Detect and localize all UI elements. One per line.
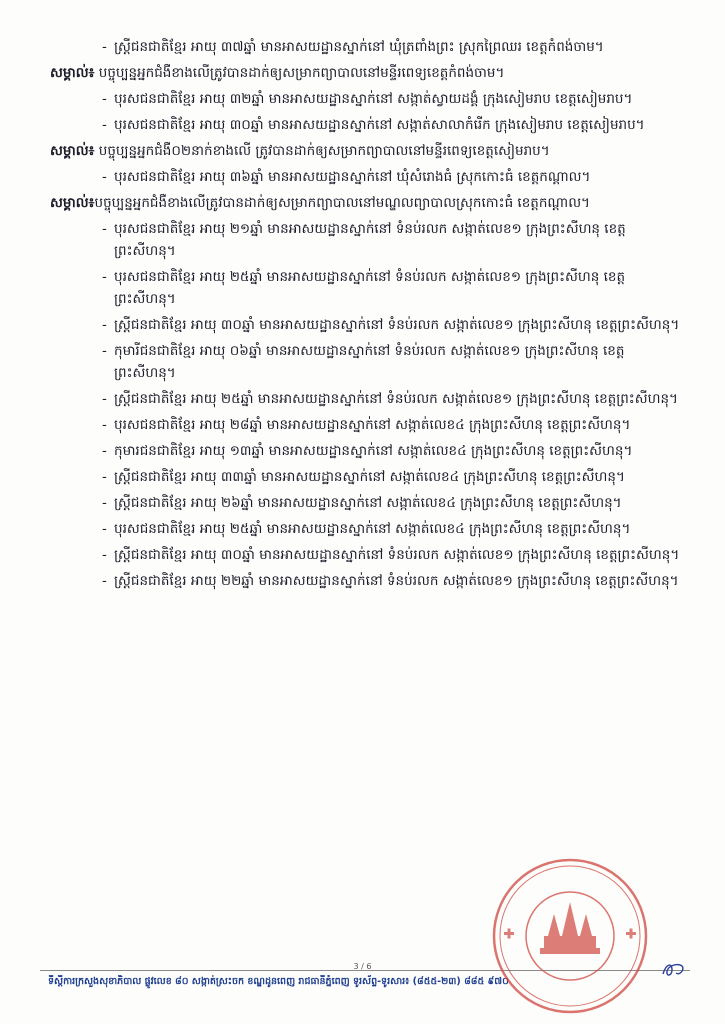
note-paragraph [50,62,690,84]
case-entry [50,544,690,566]
case-entry [50,36,690,58]
page-number: 3 / 6 [353,962,372,971]
bullet-dash: - [102,269,107,285]
note-text: បច្ចុប្បន្នអ្នកជំងឺខាងលើត្រូវបានដាក់ឲ្យសម្រាកព្យាបាលនៅមណ្ឌលព្យាបាលស្រុកកោះធំ ខេត្តកណ្តាល។ [94,195,590,211]
case-entry [50,314,690,336]
case-entry [50,88,690,110]
case-entry-text: កុមារីជនជាតិខ្មែរ អាយុ ០៦ឆ្នាំ មានអាសយដ្ឋានស្នាក់នៅ ទំនប់រលក សង្កាត់លេខ១ ក្រុងព្រះសីហនុ ខេត្តព្រះសីហនុ។ [114,343,625,381]
case-entry-text: បុរសជនជាតិខ្មែរ អាយុ ២៥ឆ្នាំ មានអាសយដ្ឋានស្នាក់នៅ សង្កាត់លេខ៤ ក្រុងព្រះសីហនុ ខេត្តព្រះសីហនុ។ [114,521,631,537]
case-entry [50,414,690,436]
case-entry-text: ស្ត្រីជនជាតិខ្មែរ អាយុ ២៥ឆ្នាំ មានអាសយដ្ឋានស្នាក់នៅ ទំនប់រលក សង្កាត់លេខ១ ក្រុងព្រះសីហនុ ខេត្តព្រះសីហនុ។ [114,391,678,407]
bullet-dash: - [102,469,107,485]
case-entry-text: បុរសជនជាតិខ្មែរ អាយុ ៣២ឆ្នាំ មានអាសយដ្ឋានស្នាក់នៅ សង្កាត់ស្វាយដង្គំ ក្រុងសៀមរាប ខេត្តសៀមរាប។ [114,91,633,107]
case-entry-text: ស្ត្រីជនជាតិខ្មែរ អាយុ ៣០ឆ្នាំ មានអាសយដ្ឋានស្នាក់នៅ ទំនប់រលក សង្កាត់លេខ១ ក្រុងព្រះសីហនុ ខេត្តព្រះសីហនុ។ [114,317,680,333]
case-entry-text: បុរសជនជាតិខ្មែរ អាយុ ២១ឆ្នាំ មានអាសយដ្ឋានស្នាក់នៅ ទំនប់រលក សង្កាត់លេខ១ ក្រុងព្រះសីហនុ ខេត្តព្រះសីហនុ។ [114,221,626,259]
case-entry-text: ស្ត្រីជនជាតិខ្មែរ អាយុ ៣៣ឆ្នាំ មានអាសយដ្ឋានស្នាក់នៅ សង្កាត់លេខ៤ ក្រុងព្រះសីហនុ ខេត្តព្រះសីហនុ។ [114,469,625,485]
note-label: សម្គាល់៖ [50,195,95,211]
note-text: បច្ចុប្បន្នអ្នកជំងឺខាងលើត្រូវបានដាក់ឲ្យសម្រាកព្យាបាលនៅមន្ទីរពេទ្យខេត្តកំពង់ចាម។ [94,65,505,81]
document-body [50,36,690,596]
note-text: បច្ចុប្បន្នអ្នកជំងឺ០២នាក់ខាងលើ ត្រូវបានដាក់ឲ្យសម្រាកព្យាបាលនៅមន្ទីរពេទ្យខេត្តសៀមរាប។ [94,143,550,159]
case-entry [50,388,690,410]
footer-address: ទីស្តីការក្រសួងសុខាភិបាល ផ្លូវលេខ ៨០ សង្កាត់ស្រះចក ខណ្ឌដូនពេញ រាជធានីភ្នំពេញ ទូរស័ព្ទ-ទូរសារ៖ (៨៥៥-២៣) ៨៨៥ ៩៧០ [48,976,509,987]
bullet-dash: - [102,547,107,563]
note-paragraph [50,140,690,162]
bullet-dash: - [102,39,107,55]
case-entry-text: ស្ត្រីជនជាតិខ្មែរ អាយុ ៣៧ឆ្នាំ មានអាសយដ្ឋានស្នាក់នៅ ឃុំត្រពាំងព្រះ ស្រុកព្រៃឈរ ខេត្តកំពង់ចាម។ [114,39,604,55]
case-entry-text: កុមារជនជាតិខ្មែរ អាយុ ១៣ឆ្នាំ មានអាសយដ្ឋានស្នាក់នៅ សង្កាត់លេខ៤ ក្រុងព្រះសីហនុ ខេត្តព្រះសីហនុ។ [114,443,633,459]
bullet-dash: - [102,117,107,133]
case-entry [50,466,690,488]
bullet-dash: - [102,91,107,107]
note-label: សម្គាល់៖ [50,65,95,81]
bullet-dash: - [102,495,107,511]
bullet-dash: - [102,443,107,459]
case-entry [50,440,690,462]
case-entry [50,340,690,384]
case-entry [50,570,690,592]
bullet-dash: - [102,221,107,237]
case-entry-text: បុរសជនជាតិខ្មែរ អាយុ ២៨ឆ្នាំ មានអាសយដ្ឋានស្នាក់នៅ សង្កាត់លេខ៤ ក្រុងព្រះសីហនុ ខេត្តព្រះសីហនុ។ [114,417,631,433]
case-entry [50,114,690,136]
case-entry [50,266,690,310]
case-entry-text: បុរសជនជាតិខ្មែរ អាយុ ៣៦ឆ្នាំ មានអាសយដ្ឋានស្នាក់នៅ ឃុំសំរោងធំ ស្រុកកោះធំ ខេត្តកណ្តាល។ [114,169,591,185]
case-entry-text: ស្ត្រីជនជាតិខ្មែរ អាយុ ២៦ឆ្នាំ មានអាសយដ្ឋានស្នាក់នៅ សង្កាត់លេខ៤ ក្រុងព្រះសីហនុ ខេត្តព្រះសីហនុ។ [114,495,622,511]
bullet-dash: - [102,417,107,433]
signature [660,958,688,980]
case-entry-text: ស្ត្រីជនជាតិខ្មែរ អាយុ ២២ឆ្នាំ មានអាសយដ្ឋានស្នាក់នៅ ទំនប់រលក សង្កាត់លេខ១ ក្រុងព្រះសីហនុ ខេត្តព្រះសីហនុ។ [114,573,679,589]
bullet-dash: - [102,317,107,333]
case-entry-text: បុរសជនជាតិខ្មែរ អាយុ ២៥ឆ្នាំ មានអាសយដ្ឋានស្នាក់នៅ ទំនប់រលក សង្កាត់លេខ១ ក្រុងព្រះសីហនុ ខេត្តព្រះសីហនុ។ [114,269,626,307]
case-entry-text: បុរសជនជាតិខ្មែរ អាយុ ៣០ឆ្នាំ មានអាសយដ្ឋានស្នាក់នៅ សង្កាត់សាលាកំរើក ក្រុងសៀមរាប ខេត្តសៀមរាប។ [114,117,645,133]
case-entry [50,492,690,514]
case-entry [50,166,690,188]
note-label: សម្គាល់៖ [50,143,95,159]
case-entry [50,518,690,540]
case-entry-text: ស្ត្រីជនជាតិខ្មែរ អាយុ ៣០ឆ្នាំ មានអាសយដ្ឋានស្នាក់នៅ ទំនប់រលក សង្កាត់លេខ១ ក្រុងព្រះសីហនុ ខេត្តព្រះសីហនុ។ [114,547,680,563]
bullet-dash: - [102,169,107,185]
bullet-dash: - [102,521,107,537]
bullet-dash: - [102,573,107,589]
bullet-dash: - [102,391,107,407]
official-seal-stamp [490,856,650,1016]
bullet-dash: - [102,343,107,359]
note-paragraph [50,192,690,214]
case-entry [50,218,690,262]
